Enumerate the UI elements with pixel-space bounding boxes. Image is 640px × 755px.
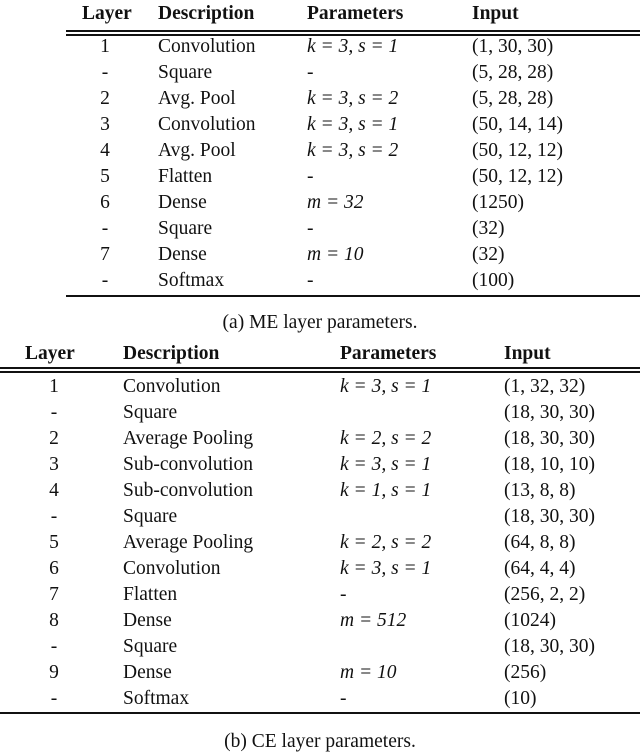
table-row bbox=[0, 504, 640, 530]
layer-cell: 5 bbox=[49, 532, 59, 553]
description-cell: Average Pooling bbox=[123, 428, 254, 449]
ce-layer-table bbox=[0, 339, 640, 719]
input-cell: (18, 10, 10) bbox=[504, 454, 595, 475]
description-cell: Flatten bbox=[158, 166, 213, 187]
layer-cell: - bbox=[101, 270, 109, 291]
table-row bbox=[66, 268, 640, 294]
header-input: Input bbox=[504, 343, 551, 364]
input-cell: (256, 2, 2) bbox=[504, 584, 586, 605]
parameters-cell: k = 3, s = 1 bbox=[340, 454, 432, 475]
parameters-cell: m = 10 bbox=[340, 662, 397, 683]
layer-cell: 1 bbox=[49, 376, 59, 397]
description-cell: Dense bbox=[123, 610, 172, 631]
table-a-caption: (a) ME layer parameters. bbox=[222, 312, 418, 333]
description-cell: Dense bbox=[158, 244, 207, 265]
header-parameters: Parameters bbox=[307, 3, 404, 24]
description-cell: Dense bbox=[123, 662, 172, 683]
table-row bbox=[66, 164, 640, 190]
input-cell: (100) bbox=[472, 270, 515, 291]
layer-cell: 7 bbox=[100, 244, 110, 265]
header-description: Description bbox=[123, 343, 220, 364]
table-row bbox=[0, 426, 640, 452]
parameters-cell: - bbox=[340, 584, 347, 605]
description-cell: Convolution bbox=[158, 114, 256, 135]
header-parameters: Parameters bbox=[340, 343, 437, 364]
description-cell: Square bbox=[123, 402, 178, 423]
input-cell: (32) bbox=[472, 244, 505, 265]
input-cell: (64, 8, 8) bbox=[504, 532, 576, 553]
parameters-cell: k = 3, s = 1 bbox=[340, 376, 432, 397]
header-description: Description bbox=[158, 3, 255, 24]
input-cell: (32) bbox=[472, 218, 505, 239]
parameters-cell: k = 1, s = 1 bbox=[340, 480, 432, 501]
layer-cell: 8 bbox=[49, 610, 59, 631]
description-cell: Avg. Pool bbox=[158, 140, 236, 161]
layer-cell: 6 bbox=[49, 558, 59, 579]
header-double-rule-bottom bbox=[0, 371, 640, 373]
bottom-rule bbox=[66, 295, 640, 297]
table-row bbox=[66, 138, 640, 164]
description-cell: Convolution bbox=[123, 558, 221, 579]
description-cell: Sub-convolution bbox=[123, 480, 253, 501]
table-row bbox=[66, 242, 640, 268]
description-cell: Sub-convolution bbox=[123, 454, 253, 475]
layer-cell: 1 bbox=[100, 36, 110, 57]
input-cell: (256) bbox=[504, 662, 547, 683]
layer-cell: - bbox=[101, 62, 109, 83]
table-row bbox=[66, 216, 640, 242]
layer-cell: - bbox=[50, 636, 58, 657]
input-cell: (10) bbox=[504, 688, 537, 709]
description-cell: Square bbox=[123, 506, 178, 527]
input-cell: (18, 30, 30) bbox=[504, 636, 595, 657]
me-layer-table bbox=[66, 0, 640, 300]
layer-cell: - bbox=[50, 506, 58, 527]
parameters-cell: k = 2, s = 2 bbox=[340, 532, 432, 553]
input-cell: (50, 12, 12) bbox=[472, 140, 563, 161]
description-cell: Square bbox=[158, 218, 213, 239]
description-cell: Convolution bbox=[123, 376, 221, 397]
parameters-cell: k = 3, s = 1 bbox=[340, 558, 432, 579]
parameters-cell: k = 2, s = 2 bbox=[340, 428, 432, 449]
input-cell: (18, 30, 30) bbox=[504, 402, 595, 423]
parameters-cell: k = 3, s = 2 bbox=[307, 140, 399, 161]
table-row bbox=[0, 530, 640, 556]
layer-cell: 4 bbox=[100, 140, 110, 161]
layer-cell: 3 bbox=[100, 114, 110, 135]
layer-cell: 7 bbox=[49, 584, 59, 605]
layer-cell: 2 bbox=[100, 88, 110, 109]
table-row bbox=[66, 60, 640, 86]
table-header bbox=[0, 341, 640, 367]
parameters-cell: m = 512 bbox=[340, 610, 407, 631]
layer-cell: 5 bbox=[100, 166, 110, 187]
layer-cell: - bbox=[50, 688, 58, 709]
input-cell: (1, 32, 32) bbox=[504, 376, 586, 397]
parameters-cell: m = 32 bbox=[307, 192, 364, 213]
input-cell: (13, 8, 8) bbox=[504, 480, 576, 501]
table-row bbox=[66, 86, 640, 112]
description-cell: Softmax bbox=[158, 270, 225, 291]
table-row bbox=[0, 374, 640, 400]
header-double-rule-top bbox=[66, 30, 640, 32]
parameters-cell: - bbox=[307, 218, 314, 239]
input-cell: (50, 12, 12) bbox=[472, 166, 563, 187]
layer-cell: 2 bbox=[49, 428, 59, 449]
table-row bbox=[0, 452, 640, 478]
parameters-cell: - bbox=[307, 270, 314, 291]
table-row bbox=[0, 634, 640, 660]
input-cell: (5, 28, 28) bbox=[472, 88, 554, 109]
table-header bbox=[66, 1, 640, 27]
parameters-cell: - bbox=[340, 688, 347, 709]
description-cell: Square bbox=[158, 62, 213, 83]
layer-cell: - bbox=[50, 402, 58, 423]
header-layer: Layer bbox=[25, 343, 75, 364]
table-row bbox=[0, 478, 640, 504]
input-cell: (5, 28, 28) bbox=[472, 62, 554, 83]
parameters-cell: k = 3, s = 1 bbox=[307, 114, 399, 135]
bottom-rule bbox=[0, 712, 640, 714]
input-cell: (18, 30, 30) bbox=[504, 506, 595, 527]
description-cell: Softmax bbox=[123, 688, 190, 709]
input-cell: (1024) bbox=[504, 610, 556, 631]
table-row bbox=[0, 660, 640, 686]
table-row bbox=[0, 582, 640, 608]
table-row bbox=[66, 190, 640, 216]
input-cell: (1250) bbox=[472, 192, 524, 213]
table-row bbox=[0, 608, 640, 634]
layer-cell: 4 bbox=[49, 480, 59, 501]
parameters-cell: - bbox=[307, 166, 314, 187]
description-cell: Flatten bbox=[123, 584, 178, 605]
input-cell: (64, 4, 4) bbox=[504, 558, 576, 579]
description-cell: Avg. Pool bbox=[158, 88, 236, 109]
parameters-cell: k = 3, s = 1 bbox=[307, 36, 399, 57]
header-layer: Layer bbox=[82, 3, 132, 24]
input-cell: (18, 30, 30) bbox=[504, 428, 595, 449]
input-cell: (50, 14, 14) bbox=[472, 114, 563, 135]
layer-cell: 6 bbox=[100, 192, 110, 213]
header-input: Input bbox=[472, 3, 519, 24]
description-cell: Dense bbox=[158, 192, 207, 213]
header-double-rule-top bbox=[0, 367, 640, 369]
description-cell: Average Pooling bbox=[123, 532, 254, 553]
table-row bbox=[0, 556, 640, 582]
table-row bbox=[0, 400, 640, 426]
table-row bbox=[66, 112, 640, 138]
description-cell: Square bbox=[123, 636, 178, 657]
input-cell: (1, 30, 30) bbox=[472, 36, 554, 57]
layer-cell: 3 bbox=[49, 454, 59, 475]
parameters-cell: - bbox=[307, 62, 314, 83]
table-row bbox=[0, 686, 640, 712]
table-row bbox=[66, 34, 640, 60]
layer-cell: 9 bbox=[49, 662, 59, 683]
parameters-cell: k = 3, s = 2 bbox=[307, 88, 399, 109]
table-b-caption: (b) CE layer parameters. bbox=[224, 731, 416, 752]
parameters-cell: m = 10 bbox=[307, 244, 364, 265]
layer-cell: - bbox=[101, 218, 109, 239]
description-cell: Convolution bbox=[158, 36, 256, 57]
